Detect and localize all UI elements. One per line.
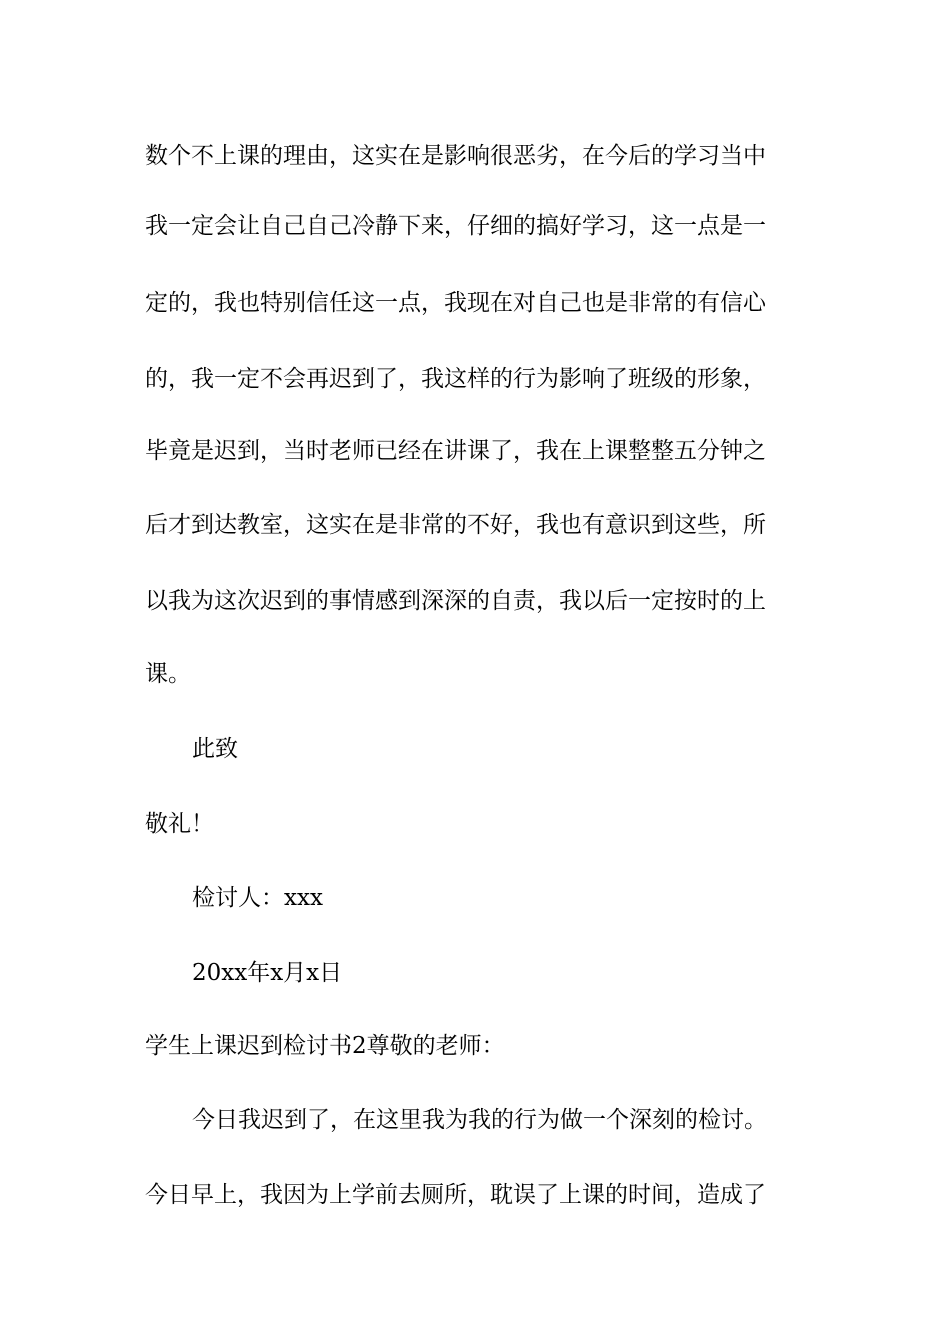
paragraph-line-2: 我一定会让自己自己冷静下来，仔细的搞好学习，这一点是一 [145, 213, 766, 239]
paragraph-line-4: 的，我一定不会再迟到了，我这样的行为影响了班级的形象， [145, 366, 766, 392]
paragraph-line-6: 后才到达教室，这实在是非常的不好，我也有意识到这些，所 [145, 512, 766, 538]
paragraph-line-5: 毕竟是迟到，当时老师已经在讲课了，我在上课整整五分钟之 [145, 438, 766, 464]
next-paragraph-line-1: 今日我迟到了，在这里我为我的行为做一个深刻的检讨。 [192, 1107, 767, 1133]
next-paragraph-line-2: 今日早上，我因为上学前去厕所，耽误了上课的时间，造成了 [145, 1182, 766, 1208]
paragraph-line-3: 定的，我也特别信任这一点，我现在对自己也是非常的有信心 [145, 290, 766, 316]
signer-line: 检讨人：xxx [192, 885, 323, 911]
paragraph-line-7: 以我为这次迟到的事情感到深深的自责，我以后一定按时的上 [145, 588, 766, 614]
date-line: 20xx年x月x日 [192, 960, 343, 986]
salutation-cizhi: 此致 [192, 736, 238, 762]
salutation-jingli: 敬礼！ [145, 811, 214, 837]
paragraph-line-1: 数个不上课的理由，这实在是影响很恶劣，在今后的学习当中 [145, 143, 766, 169]
next-document-heading: 学生上课迟到检讨书2尊敬的老师： [145, 1033, 505, 1059]
paragraph-line-8: 课。 [145, 661, 191, 687]
